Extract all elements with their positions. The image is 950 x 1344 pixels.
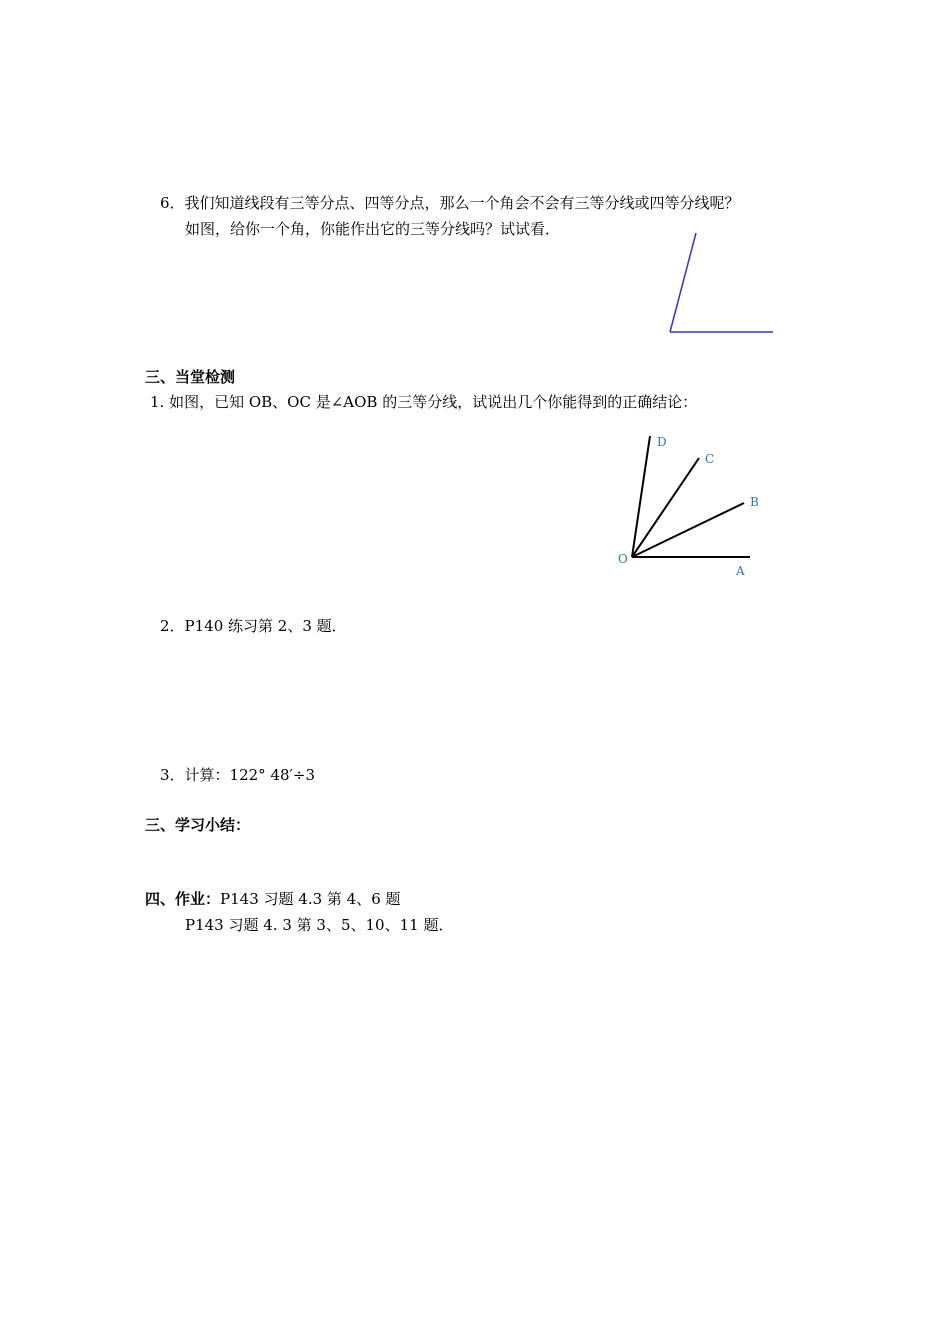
summary-title: 三、学习小结： bbox=[145, 816, 251, 834]
label-B: B bbox=[750, 495, 759, 509]
ray-OB bbox=[632, 503, 744, 557]
section-3-title: 三、当堂检测 bbox=[145, 368, 236, 386]
label-A: A bbox=[736, 564, 745, 578]
label-O: O bbox=[618, 552, 628, 566]
ray-OC bbox=[632, 458, 699, 557]
homework-line2: P143 习题 4. 3 第 3、5、10、11 题． bbox=[185, 916, 454, 934]
homework-line1 bbox=[145, 889, 401, 909]
trisection-figure bbox=[610, 428, 780, 588]
angle-figure bbox=[660, 228, 780, 338]
angle-upper-ray bbox=[670, 233, 696, 332]
homework-title: 四、作业： bbox=[145, 890, 221, 908]
question-6-line2: 如图，给你一个角，你能作出它的三等分线吗？试试看． bbox=[185, 220, 561, 238]
label-D: D bbox=[657, 435, 667, 449]
ray-OD bbox=[632, 436, 650, 557]
check-item-1: 1. 如图，已知 OB、OC 是∠AOB 的三等分线，试说出几个你能得到的正确结论： bbox=[150, 393, 698, 411]
check-item-2: 2．P140 练习第 2、3 题． bbox=[160, 617, 347, 635]
question-6-line1: 6．我们知道线段有三等分点、四等分点，那么一个角会不会有三等分线或四等分线呢？ bbox=[160, 194, 740, 212]
check-item-3: 3．计算：122° 48′÷3 bbox=[160, 766, 316, 784]
label-C: C bbox=[705, 452, 715, 466]
homework-text-1: P143 习题 4.3 第 4、6 题 bbox=[220, 890, 401, 908]
